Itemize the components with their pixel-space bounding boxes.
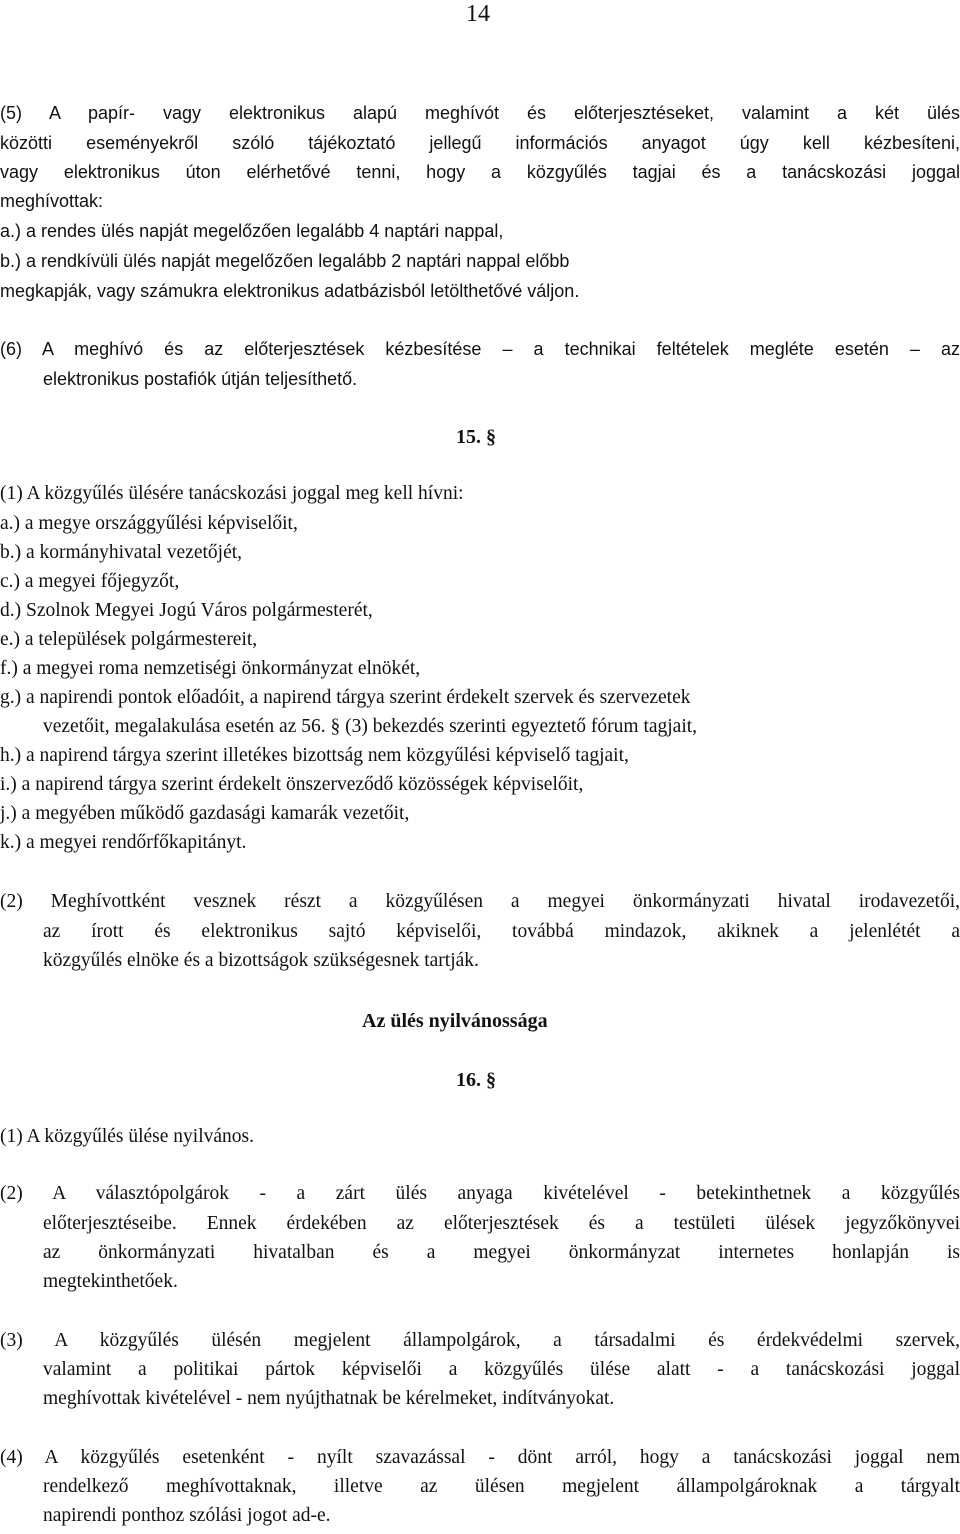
text-line: napirendi ponthoz szólási jogot ad-e.: [43, 1505, 331, 1526]
text-line: b.) a rendkívüli ülés napját megelőzően legalább 2 naptári nappal előbb: [0, 251, 570, 271]
text-line: c.) a megyei főjegyzőt,: [0, 571, 180, 592]
text-line: (6) A meghívó és az előterjesztések kézbesítése – a technikai feltételek megléte esetén – az: [0, 339, 960, 359]
text-line: vagy elektronikus úton elérhetővé tenni, hogy a közgyűlés tagjai és a tanácskozási joggal: [0, 162, 960, 182]
text-line: e.) a települések polgármestereit,: [0, 629, 258, 650]
text-line: (5) A papír- vagy elektronikus alapú meghívót és előterjesztéseket, valamint a két ülés: [0, 103, 960, 123]
text-line: (1) A közgyűlés ülésére tanácskozási joggal meg kell hívni:: [0, 483, 464, 504]
section-heading: 16. §: [456, 1069, 496, 1091]
text-line: f.) a megyei roma nemzetiségi önkormányzat elnökét,: [0, 658, 421, 679]
text-line: közötti eseményekről szóló tájékoztató jellegű információs anyagot úgy kell kézbesíteni,: [0, 133, 960, 153]
text-line: (4) A közgyűlés esetenként - nyílt szavazással - dönt arról, hogy a tanácskozási joggal nem: [0, 1447, 960, 1468]
section-heading: 15. §: [456, 426, 496, 448]
text-line: vezetőit, megalakulása esetén az 56. § (3) bekezdés szerinti egyeztető fórum tagjait,: [43, 716, 698, 737]
page-number: 14: [466, 1, 490, 27]
text-line: k.) a megyei rendőrfőkapitányt.: [0, 832, 247, 853]
text-line: megkapják, vagy számukra elektronikus adatbázisból letölthetővé váljon.: [0, 281, 580, 301]
text-line: előterjesztéseibe. Ennek érdekében az előterjesztések és a testületi ülések jegyzőkönyvei: [43, 1213, 960, 1234]
text-line: b.) a kormányhivatal vezetőjét,: [0, 542, 243, 563]
text-line: meghívottak kivételével - nem nyújthatnak be kérelmeket, indítványokat.: [43, 1388, 615, 1409]
text-line: a.) a megye országgyűlési képviselőit,: [0, 513, 298, 534]
text-line: (2) Meghívottként vesznek részt a közgyűlésen a megyei önkormányzati hivatal irodavezetői,: [0, 891, 960, 912]
text-line: megtekinthetőek.: [43, 1271, 178, 1292]
text-line: d.) Szolnok Megyei Jogú Város polgármesterét,: [0, 600, 373, 621]
text-line: (3) A közgyűlés ülésén megjelent állampolgárok, a társadalmi és érdekvédelmi szervek,: [0, 1330, 960, 1351]
text-line: (1) A közgyűlés ülése nyilvános.: [0, 1126, 255, 1147]
text-line: (2) A választópolgárok - a zárt ülés anyaga kivételével - betekinthetnek a közgyűlés: [0, 1183, 960, 1204]
text-line: h.) a napirend tárgya szerint illetékes bizottság nem közgyűlési képviselő tagjait,: [0, 745, 629, 766]
text-line: a.) a rendes ülés napját megelőzően legalább 4 naptári nappal,: [0, 221, 504, 241]
text-line: az önkormányzati hivatalban és a megyei önkormányzat internetes honlapján is: [43, 1242, 960, 1263]
text-line: közgyűlés elnöke és a bizottságok szükségesnek tartják.: [43, 950, 479, 971]
text-line: valamint a politikai pártok képviselői a közgyűlés ülése alatt - a tanácskozási joggal: [43, 1359, 960, 1380]
text-line: elektronikus postafiók útján teljesíthető.: [43, 369, 358, 389]
section-heading: Az ülés nyilvánossága: [362, 1010, 548, 1032]
text-line: meghívottak:: [0, 191, 104, 211]
text-line: i.) a napirend tárgya szerint érdekelt önszerveződő közösségek képviselőit,: [0, 774, 584, 795]
text-line: az írott és elektronikus sajtó képviselői, továbbá mindazok, akiknek a jelenlétét a: [43, 921, 960, 942]
text-line: j.) a megyében működő gazdasági kamarák vezetőit,: [0, 803, 410, 824]
text-line: g.) a napirendi pontok előadóit, a napirend tárgya szerint érdekelt szervek és szervezetek: [0, 687, 691, 708]
text-line: rendelkező meghívottaknak, illetve az ülésen megjelent állampolgároknak a tárgyalt: [43, 1476, 960, 1497]
